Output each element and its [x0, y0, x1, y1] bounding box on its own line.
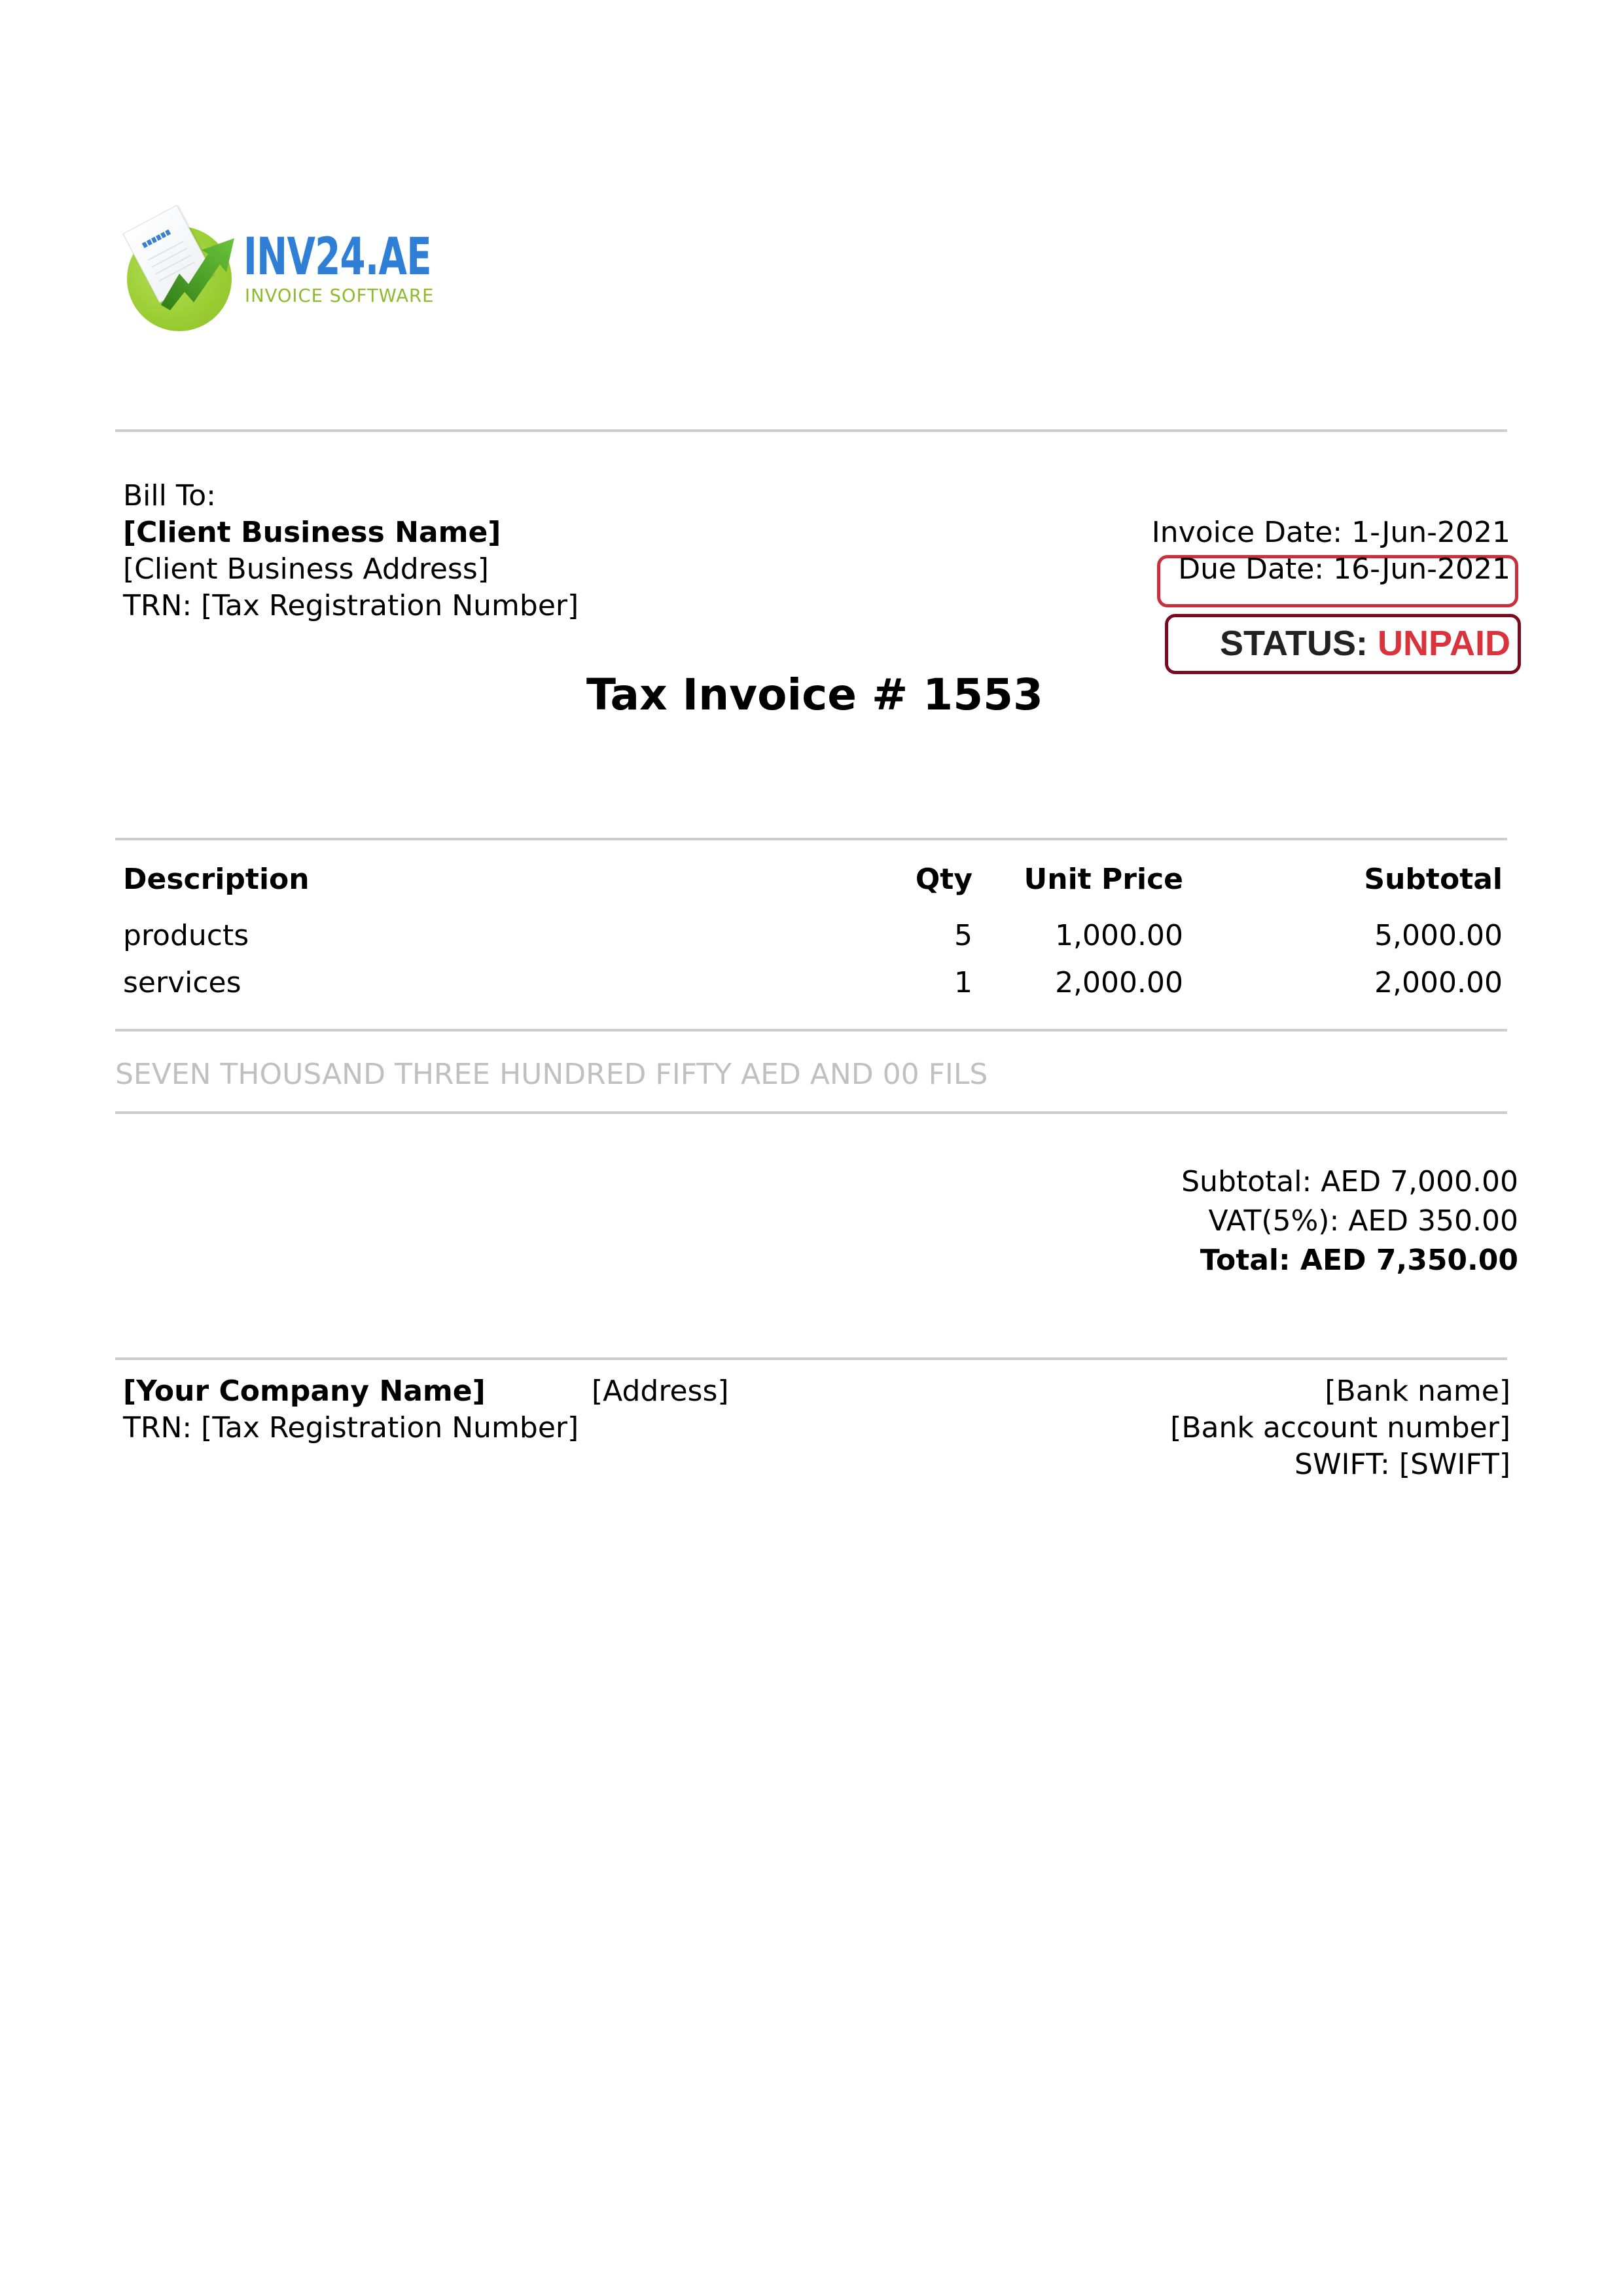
invoice-date: Invoice Date: 1-Jun-2021 [1151, 516, 1510, 549]
row-subtotal: 2,000.00 [1374, 966, 1503, 999]
row-subtotal: 5,000.00 [1374, 919, 1503, 952]
invoice-title: Tax Invoice # 1553 [586, 670, 1043, 720]
table-header-row [123, 861, 1503, 918]
due-date: Due Date: 16-Jun-2021 [1178, 552, 1510, 586]
row-description: services [123, 966, 241, 999]
dates-block [1144, 514, 1510, 588]
logo-subtitle: INVOICE SOFTWARE [245, 285, 435, 306]
growth-arrow-icon [148, 226, 240, 318]
row-qty: 5 [954, 919, 972, 952]
items-table [123, 861, 1503, 1012]
company-trn: TRN: [Tax Registration Number] [123, 1411, 579, 1444]
vat-amount: VAT(5%): AED 350.00 [1208, 1204, 1518, 1238]
row-qty: 1 [954, 966, 972, 999]
row-description: products [123, 919, 249, 952]
client-name: [Client Business Name] [123, 516, 501, 549]
client-address: [Client Business Address] [123, 552, 489, 586]
row-unit-price: 1,000.00 [1055, 919, 1183, 952]
bank-account: [Bank account number] [1170, 1411, 1510, 1444]
row-unit-price: 2,000.00 [1055, 966, 1183, 999]
amount-in-words: SEVEN THOUSAND THREE HUNDRED FIFTY AED AND 00 FILS [115, 1058, 988, 1091]
table-top-divider [115, 838, 1507, 840]
status-label: STATUS: [1220, 624, 1368, 663]
bank-block [1170, 1373, 1510, 1483]
table-row [123, 965, 1503, 1012]
swift-code: SWIFT: [SWIFT] [1294, 1448, 1510, 1481]
footer-divider [115, 1357, 1507, 1360]
totals-block [1181, 1162, 1518, 1280]
company-block [123, 1373, 579, 1446]
status-value: UNPAID [1377, 624, 1510, 663]
subtotal-amount: Subtotal: AED 7,000.00 [1181, 1165, 1518, 1198]
bill-to-block [123, 478, 579, 624]
table-row [123, 918, 1503, 965]
company-logo [122, 207, 462, 325]
client-trn: TRN: [Tax Registration Number] [123, 589, 579, 622]
company-name: [Your Company Name] [123, 1374, 486, 1408]
column-header-qty: Qty [915, 863, 972, 896]
bank-name: [Bank name] [1325, 1374, 1510, 1408]
logo-title: INV24.AE [243, 228, 431, 287]
total-amount: Total: AED 7,350.00 [1200, 1244, 1518, 1277]
status-text [1220, 622, 1510, 665]
column-header-description: Description [123, 863, 310, 896]
company-address: [Address] [592, 1374, 729, 1408]
table-bottom-divider [115, 1029, 1507, 1031]
bill-to-label: Bill To: [123, 479, 216, 512]
column-header-unit-price: Unit Price [1024, 863, 1183, 896]
header-divider [115, 429, 1507, 432]
words-divider [115, 1111, 1507, 1114]
column-header-subtotal: Subtotal [1364, 863, 1503, 896]
address-block [592, 1373, 729, 1410]
